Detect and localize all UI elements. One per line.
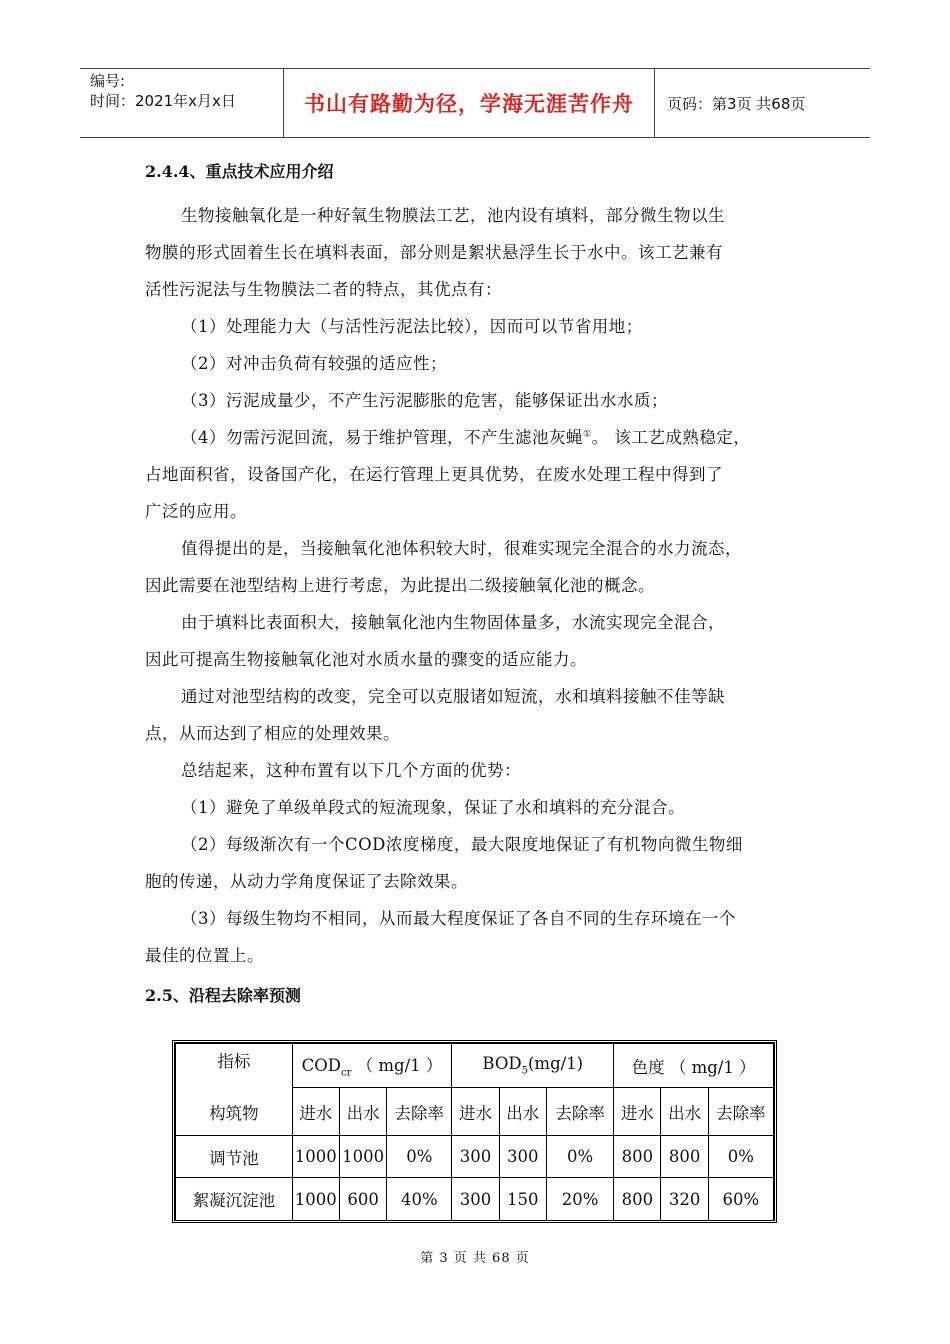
column-subheader: 去除率: [708, 1088, 773, 1136]
summary-item-3: （3）每级生物均不相同，从而最大程度保证了各自不同的生存环境在一个: [181, 909, 736, 928]
summary-item-2: （2）每级渐次有一个COD浓度梯度，最大限度地保证了有机物向微生物细: [181, 835, 743, 854]
table-cell: 0%: [708, 1136, 773, 1178]
column-subheader: 出水: [499, 1088, 546, 1136]
column-group-header: $BOD_5(mg/1)$: [452, 1044, 614, 1088]
page-header: [80, 68, 870, 138]
advantage-item-4-text: （4）勿需污泥回流，易于维护管理，不产生滤池灰蝇: [181, 428, 583, 447]
column-subheader: 进水: [292, 1088, 339, 1136]
table-cell: 0%: [546, 1136, 613, 1178]
paragraph-line: 值得提出的是，当接触氧化池体积较大时，很难实现完全混合的水力流态，: [181, 539, 742, 558]
paragraph-line: 通过对池型结构的改变，完全可以克服诸如短流，水和填料接触不佳等缺: [181, 687, 725, 706]
table-cell: 300: [499, 1136, 546, 1178]
table-cell: 320: [661, 1178, 708, 1221]
section-heading-2-4-4: 2.4.4、重点技术应用介绍: [145, 162, 334, 181]
table-row: [176, 1136, 774, 1178]
table-cell: 60%: [708, 1178, 773, 1221]
column-subheader: 进水: [452, 1088, 499, 1136]
paragraph-line: 因此需要在池型结构上进行考虑，为此提出二级接触氧化池的概念。: [145, 576, 655, 595]
header-page-info: 页码：第3页 共68页: [667, 94, 806, 113]
document-date: 时间：2021年x月x日: [90, 92, 236, 110]
paragraph-line: 点，从而达到了相应的处理效果。: [145, 724, 400, 743]
table-cell: 0%: [387, 1136, 452, 1178]
paragraph-line: 因此可提高生物接触氧化池对水质水量的骤变的适应能力。: [145, 650, 587, 669]
paragraph-line: 生物接触氧化是一种好氧生物膜法工艺，池内设有填料，部分微生物以生: [181, 206, 725, 225]
removal-rate-grid: [175, 1043, 774, 1221]
document-number-label: 编号:: [90, 72, 126, 90]
advantage-item-4: [145, 419, 810, 456]
paragraph-line: 最佳的位置上。: [145, 946, 264, 965]
header-motto: 书山有路勤为径，学海无涯苦作舟: [283, 69, 655, 137]
section-heading-2-5: 2.5、沿程去除率预测: [145, 986, 301, 1005]
paragraph-line: 广泛的应用。: [145, 502, 247, 521]
table-row: [176, 1178, 774, 1221]
column-subheader: 出水: [339, 1088, 386, 1136]
row-header: 调节池: [176, 1136, 293, 1178]
header-meta: [80, 69, 283, 137]
indicator-label: 指标: [217, 1052, 251, 1071]
paragraph-line: 由于填料比表面积大，接触氧化池内生物固体量多，水流实现完全混合，: [181, 613, 725, 632]
table-cell: 150: [499, 1178, 546, 1221]
table-cell: 600: [339, 1178, 386, 1221]
advantage-item-1: （1）处理能力大（与活性污泥法比较），因而可以节省用地；: [181, 317, 643, 336]
table-corner-cell: [176, 1044, 293, 1136]
document-body: [145, 160, 810, 1021]
summary-item-1: （1）避免了单级单段式的短流现象，保证了水和填料的充分混合。: [181, 798, 685, 817]
paragraph-line: 占地面积省，设备国产化，在运行管理上更具优势，在废水处理工程中得到了: [145, 465, 723, 484]
column-subheader: 去除率: [387, 1088, 452, 1136]
table-cell: 300: [452, 1178, 499, 1221]
column-subheader: 进水: [614, 1088, 661, 1136]
structure-label: 构筑物: [209, 1104, 259, 1123]
column-subheader: 出水: [661, 1088, 708, 1136]
column-subheader: 去除率: [546, 1088, 613, 1136]
table-cell: 40%: [387, 1178, 452, 1221]
table-cell: 800: [661, 1136, 708, 1178]
advantage-item-4-tail: 。 该工艺成熟稳定，: [591, 428, 751, 447]
column-group-header: $COD_{cr}$ （ mg/1 ）: [292, 1044, 452, 1088]
advantage-item-3: （3）污泥成量少，不产生污泥膨胀的危害，能够保证出水水质；: [181, 391, 668, 410]
table-cell: 300: [452, 1136, 499, 1178]
footnote-marker: ①: [583, 429, 592, 440]
table-cell: 1000: [292, 1178, 339, 1221]
advantage-item-2: （2）对冲击负荷有较强的适应性；: [181, 354, 447, 373]
paragraph-line: 活性污泥法与生物膜法二者的特点，其优点有：: [145, 280, 502, 299]
table-cell: 1000: [339, 1136, 386, 1178]
table-cell: 800: [614, 1178, 661, 1221]
page-footer: 第 3 页 共 68 页: [420, 1251, 530, 1266]
paragraph-line: 总结起来，这种布置有以下几个方面的优势：: [181, 761, 521, 780]
paragraph-line: 胞的传递，从动力学角度保证了去除效果。: [145, 872, 468, 891]
row-header: 絮凝沉淀池: [176, 1178, 293, 1221]
removal-rate-table: [172, 1040, 777, 1223]
table-cell: 20%: [546, 1178, 613, 1221]
column-group-header: 色度 （ mg/1 ）: [614, 1044, 774, 1088]
table-cell: 800: [614, 1136, 661, 1178]
paragraph-line: 物膜的形式固着生长在填料表面，部分则是絮状悬浮生长于水中。该工艺兼有: [145, 243, 723, 262]
table-cell: 1000: [292, 1136, 339, 1178]
